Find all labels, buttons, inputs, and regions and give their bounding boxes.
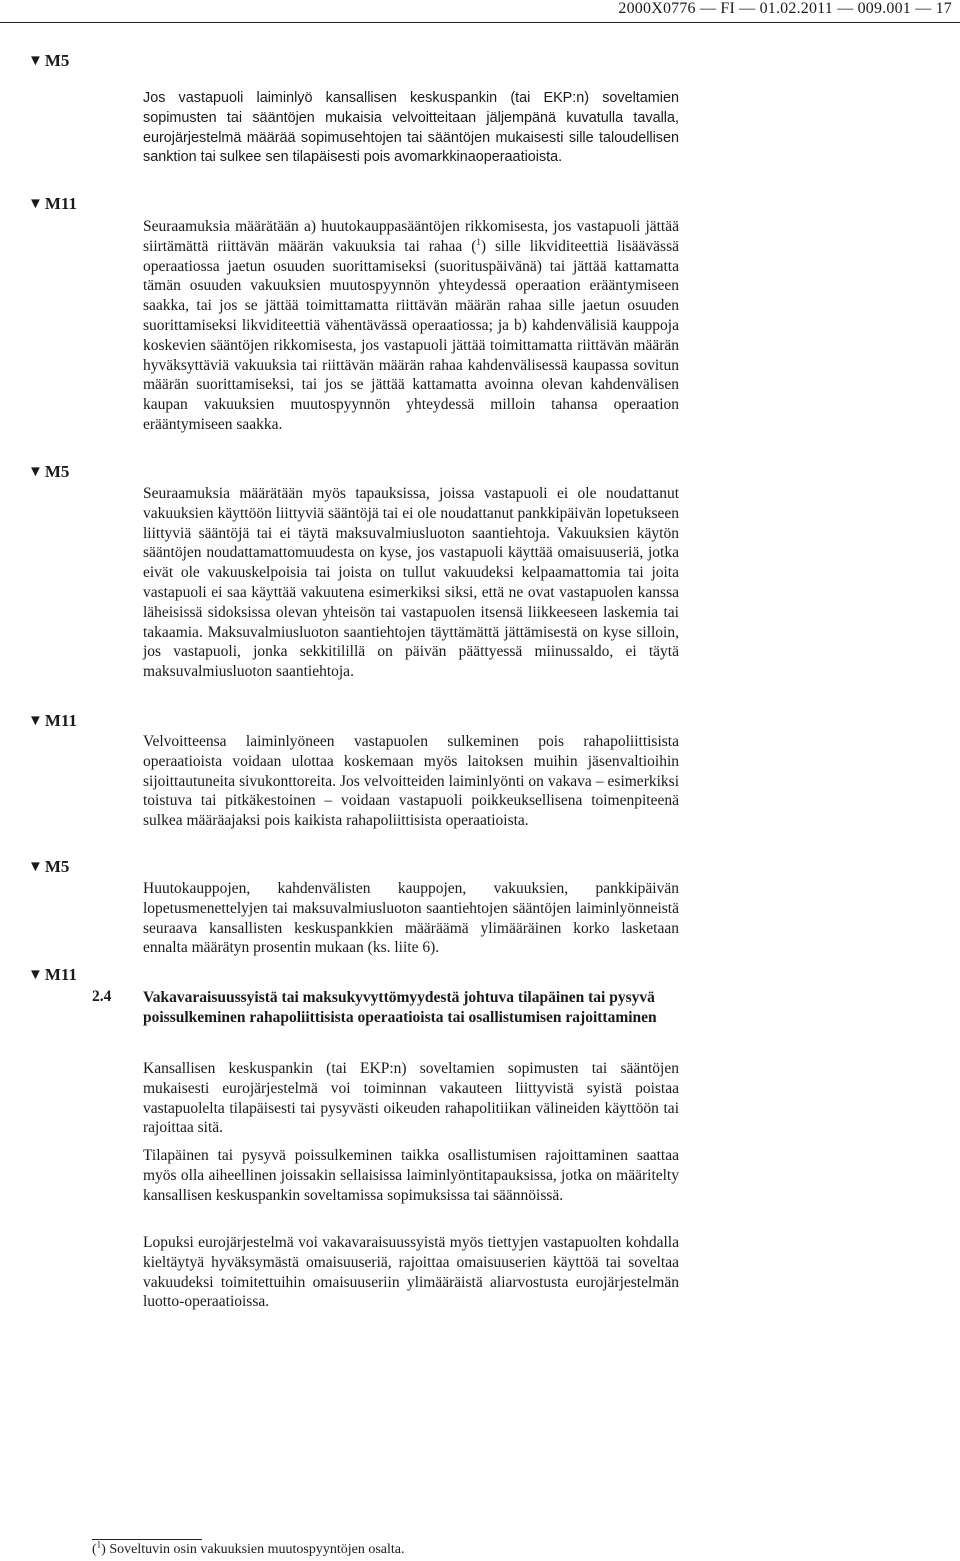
amendment-marker: ▼ M11 [28, 194, 77, 213]
amendment-marker: ▼ M5 [28, 51, 70, 70]
amendment-marker: ▼ M11 [28, 965, 77, 984]
paragraph-collateral-rule-penalties: Seuraamuksia määrätään myös tapauksissa, joissa vastapuoli ei ole noudattanut vakuuksien käyttöön liittyviä sääntöjä tai ei ole noudattanut pankkipäivän lopetukseen liittyviä sääntöjä tai ei täytä maksuvalmiusluoton saantiehtoja. Vakuuksien käytön sääntöjen noudattamattomuudesta on kyse, jos vastapuoli käyttää omaisuuseriä, jotka eivät ole vakuuskelpoisia tai joista on tullut vakuudeksi kelpaamattomia tai joita vastapuoli ei saa käyttää vakuutena esimerkiksi siksi, että ne ovat vastapuolen kanssa läheisissä sidoksissa olevan yhteisön tai vastapuolen itsensä liikkeeseen laskemia tai takaamia. Maksuvalmiusluoton saantiehtojen täyttämättä jättämisestä on kyse silloin, jos vastapuoli, jonka sekkitilillä on päivän päättyessä miinussaldo, ei täytä maksuvalmiusluoton saantiehtoja. [143, 485, 679, 681]
section-number: 2.4 [92, 988, 112, 1005]
footnote-divider [92, 1539, 202, 1540]
section-title: Vakavaraisuussyistä tai maksukyvyttömyydestä johtuva tilapäinen tai pysyvä poissulkeminen rahapoliittisista operaatioista tai osallistumisen rajoittaminen [143, 989, 657, 1026]
paragraph-penalty-interest: Huutokauppojen, kahdenvälisten kauppojen, vakuuksien, pankkipäivän lopetusmenettelyjen tai maksuvalmiusluoton saantiehtojen sääntöjen laiminlyönneistä seuraava kansallisten keskuspankkien määräämä ylimääräinen korko lasketaan ennalta määrätyn prosentin mukaan (ks. liite 6). [143, 880, 679, 957]
footnote-reference: 1 [476, 236, 481, 247]
paragraph-asset-rejection: Lopuksi eurojärjestelmä voi vakavaraisuussyistä myös tiettyjen vastapuolten kohdalla kieltäytyä hyväksymästä omaisuuseriä, rajoittaa omaisuuserien käyttöä tai soveltaa vakuudeksi toimitettuihin omaisuuseriin ylimääräistä aliarvostusta eurojärjestelmän luotto-operaatioissa. [143, 1234, 679, 1311]
page-header [0, 0, 960, 23]
paragraph-branch-exclusion: Velvoitteensa laiminlyöneen vastapuolen sulkeminen pois rahapoliittisista operaatioista voidaan ulottaa koskemaan myös laitoksen muihin jäsenvaltioihin sijoittautuneita sivukonttoreita. Jos velvoitteiden laiminlyönti on vakava – esimerkiksi toistuva tai pitkäkestoinen – voidaan vastapuoli poikkeuksellisena toimenpiteenä sulkea määräajaksi pois kaikista rahapoliittisista operaatioista. [143, 733, 679, 830]
paragraph-tender-rule-penalties: Seuraamuksia määrätään a) huutokauppasääntöjen rikkomisesta, jos vastapuoli jättää siirtämättä riittävän määrän vakuuksia tai rahaa ($^1$) sille likviditeettiä lisäävässä operaatiossa jaetun osuuden suorittamiseksi (suorituspäivänä) tai jättää kattamatta tämän osuuden vakuuksien muutospyynnön yhteydessä operaation erääntymiseen saakka, tai jos se jättää toimittamatta riittävän määrän rahaa sille jaetun osuuden suorittamiseksi likviditeettiä vähentävässä operaatiossa; ja b) kahdenvälisiä kauppoja koskevien sääntöjen rikkomisesta, jos vastapuoli jättää toimittamatta riittävän määrän hyväksyttäviä vakuuksia tai riittävän määrän rahaa kahdenvälisessä kaupassa sovitun määrän suorittamiseksi, tai jos se jättää kattamatta avoinna olevan kahdenvälisen kaupan vakuuksien muutospyynnön yhteydessä milloin tahansa operaation erääntymiseen saakka. [143, 218, 680, 433]
amendment-marker: ▼ M11 [28, 711, 77, 730]
triangle-down-icon: ▼ [28, 858, 43, 875]
paragraph-temporary-exclusion: Tilapäinen tai pysyvä poissulkeminen taikka osallistumisen rajoittaminen saattaa myös olla aiheellinen joissakin sellaisissa laiminlyöntitapauksissa, jotka on määritelty kansallisen keskuspankin soveltamissa sopimuksissa tai säännöissä. [143, 1147, 679, 1204]
paragraph-prudential-suspension: Kansallisen keskuspankin (tai EKP:n) soveltamien sopimusten tai sääntöjen mukaisesti eurojärjestelmä voi toiminnan vakauteen liittyvistä syistä poistaa vastapuolelta tilapäisesti tai pysyvästi oikeuden rahapolitiikan välineiden käyttöön tai rajoittaa sitä. [143, 1060, 679, 1137]
triangle-down-icon: ▼ [28, 463, 43, 480]
amendment-marker: ▼ M5 [28, 462, 70, 481]
triangle-down-icon: ▼ [28, 195, 43, 212]
triangle-down-icon: ▼ [28, 712, 43, 729]
paragraph-default-sanctions: Jos vastapuoli laiminlyö kansallisen keskuspankin (tai EKP:n) soveltamien sopimusten tai sääntöjen mukaisia velvoitteitaan jäljempänä kuvatulla tavalla, eurojärjestelmä määrää sopimusehtojen tai sääntöjen mukaisesti sille taloudellisen sanktion tai sulkee sen tilapäisesti pois avomarkkinaoperaatioista. [143, 90, 679, 166]
footnote: ($^1$) Soveltuvin osin vakuuksien muutospyyntöjen osalta. [92, 1539, 405, 1557]
document-reference: 2000X0776 — FI — 01.02.2011 — 009.001 — 17 [618, 0, 952, 17]
amendment-marker: ▼ M5 [28, 857, 70, 876]
triangle-down-icon: ▼ [28, 966, 43, 983]
triangle-down-icon: ▼ [28, 52, 43, 69]
